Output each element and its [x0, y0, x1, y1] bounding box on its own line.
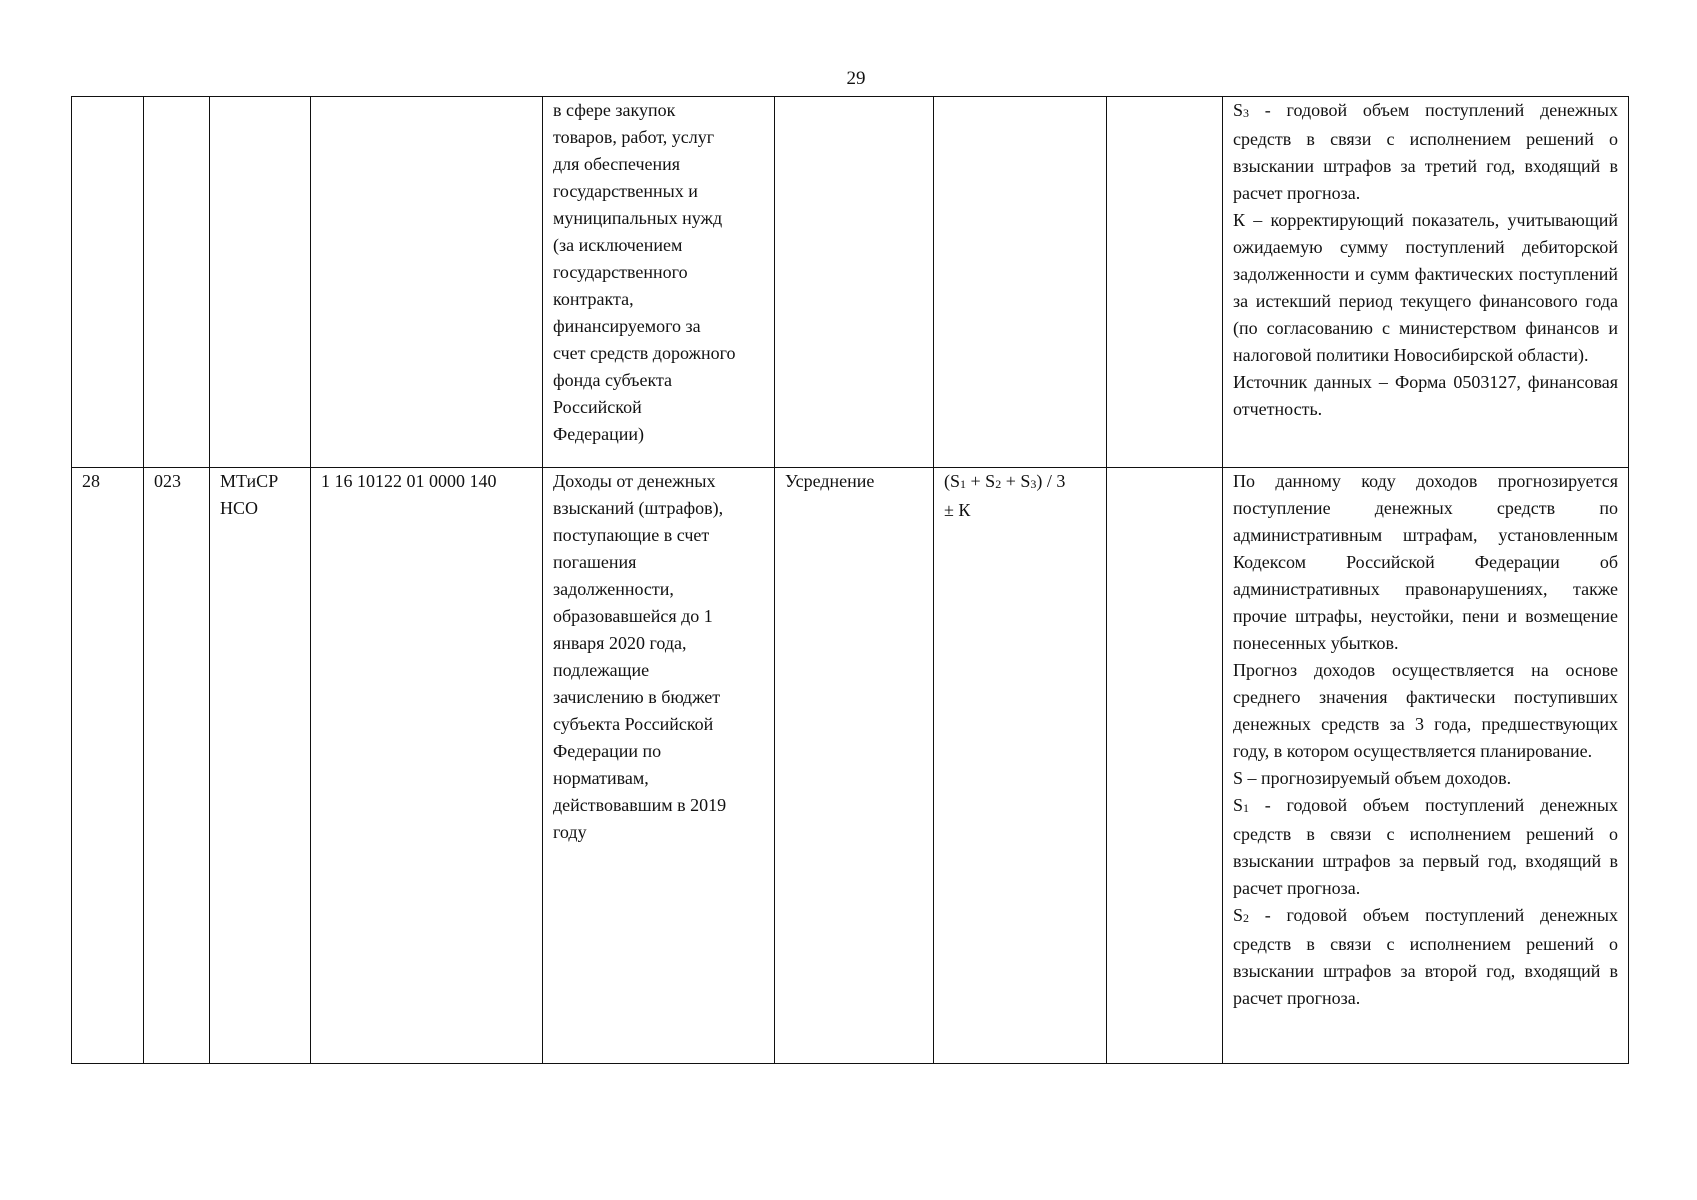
formula-line: $(S_1 + S_2 + S_3) / 3$ — [944, 471, 1066, 491]
description-cell — [1223, 468, 1629, 1064]
description-cell — [1223, 97, 1629, 468]
description-paragraph: $S_1$ - годовой объем поступлений денежных средств в связи с исполнением решений о взыскании штрафов за первый год, входящий в расчет прогноза. — [1233, 795, 1618, 898]
row-number-cell: 28 — [72, 468, 144, 1064]
organization-cell — [210, 97, 311, 468]
formula-cell: $(S_1 + S_2 + S_3) / 3$ ± К — [934, 468, 1107, 1064]
table-row — [72, 97, 1629, 468]
description-paragraph: $S_2$ - годовой объем поступлений денежных средств в связи с исполнением решений о взыскании штрафов за второй год, входящий в расчет прогноза. — [1233, 905, 1618, 1008]
admin-code-cell: 023 — [144, 468, 210, 1064]
table-body — [72, 97, 1629, 1064]
page-number: 29 — [846, 68, 866, 89]
description-paragraph: К – корректирующий показатель, учитывающий ожидаемую сумму поступлений дебиторской задолженности и сумм фактических поступлений за истекший период текущего финансового года (по согласованию с министерством финансов и налоговой политики Новосибирской области). — [1233, 210, 1618, 365]
description-paragraph: По данному коду доходов прогнозируется поступление денежных средств по административным штрафам, установленным Кодексом Российской Федерации об административных правонарушениях, также прочие штрафы, неустойки, пени и возмещение понесенных убытков. — [1233, 471, 1618, 653]
income-name-cell: в сфере закупок товаров, работ, услуг для обеспечения государственных и муниципальных нужд (за исключением государственного контракта, финансируемого за счет средств дорожного фонда субъекта Российской Федерации) — [543, 97, 775, 468]
empty-cell — [1107, 468, 1223, 1064]
admin-code-cell — [144, 97, 210, 468]
organization-cell: МТиСР НСО — [210, 468, 311, 1064]
empty-cell — [1107, 97, 1223, 468]
description-paragraph: S – прогнозируемый объем доходов. — [1233, 768, 1512, 788]
formula-cell — [934, 97, 1107, 468]
row-number-cell — [72, 97, 144, 468]
description-paragraph: $S_3$ - годовой объем поступлений денежных средств в связи с исполнением решений о взыскании штрафов за третий год, входящий в расчет прогноза. — [1233, 100, 1618, 203]
budget-code-cell: 1 16 10122 01 0000 140 — [311, 468, 543, 1064]
table-row — [72, 468, 1629, 1064]
description-paragraph: Источник данных – Форма 0503127, финансовая отчетность. — [1233, 372, 1618, 419]
method-cell — [775, 97, 934, 468]
income-name-cell: Доходы от денежных взысканий (штрафов), поступающие в счет погашения задолженности, образовавшейся до 1 января 2020 года, подлежащие зачислению в бюджет субъекта Российской Федерации по нормативам, действовавшим в 2019 году — [543, 468, 775, 1064]
budget-code-cell — [311, 97, 543, 468]
income-forecast-table — [71, 96, 1629, 1064]
method-cell: Усреднение — [775, 468, 934, 1064]
description-paragraph: Прогноз доходов осуществляется на основе среднего значения фактически поступивших денежных средств за 3 года, предшествующих году, в котором осуществляется планирование. — [1233, 660, 1618, 761]
